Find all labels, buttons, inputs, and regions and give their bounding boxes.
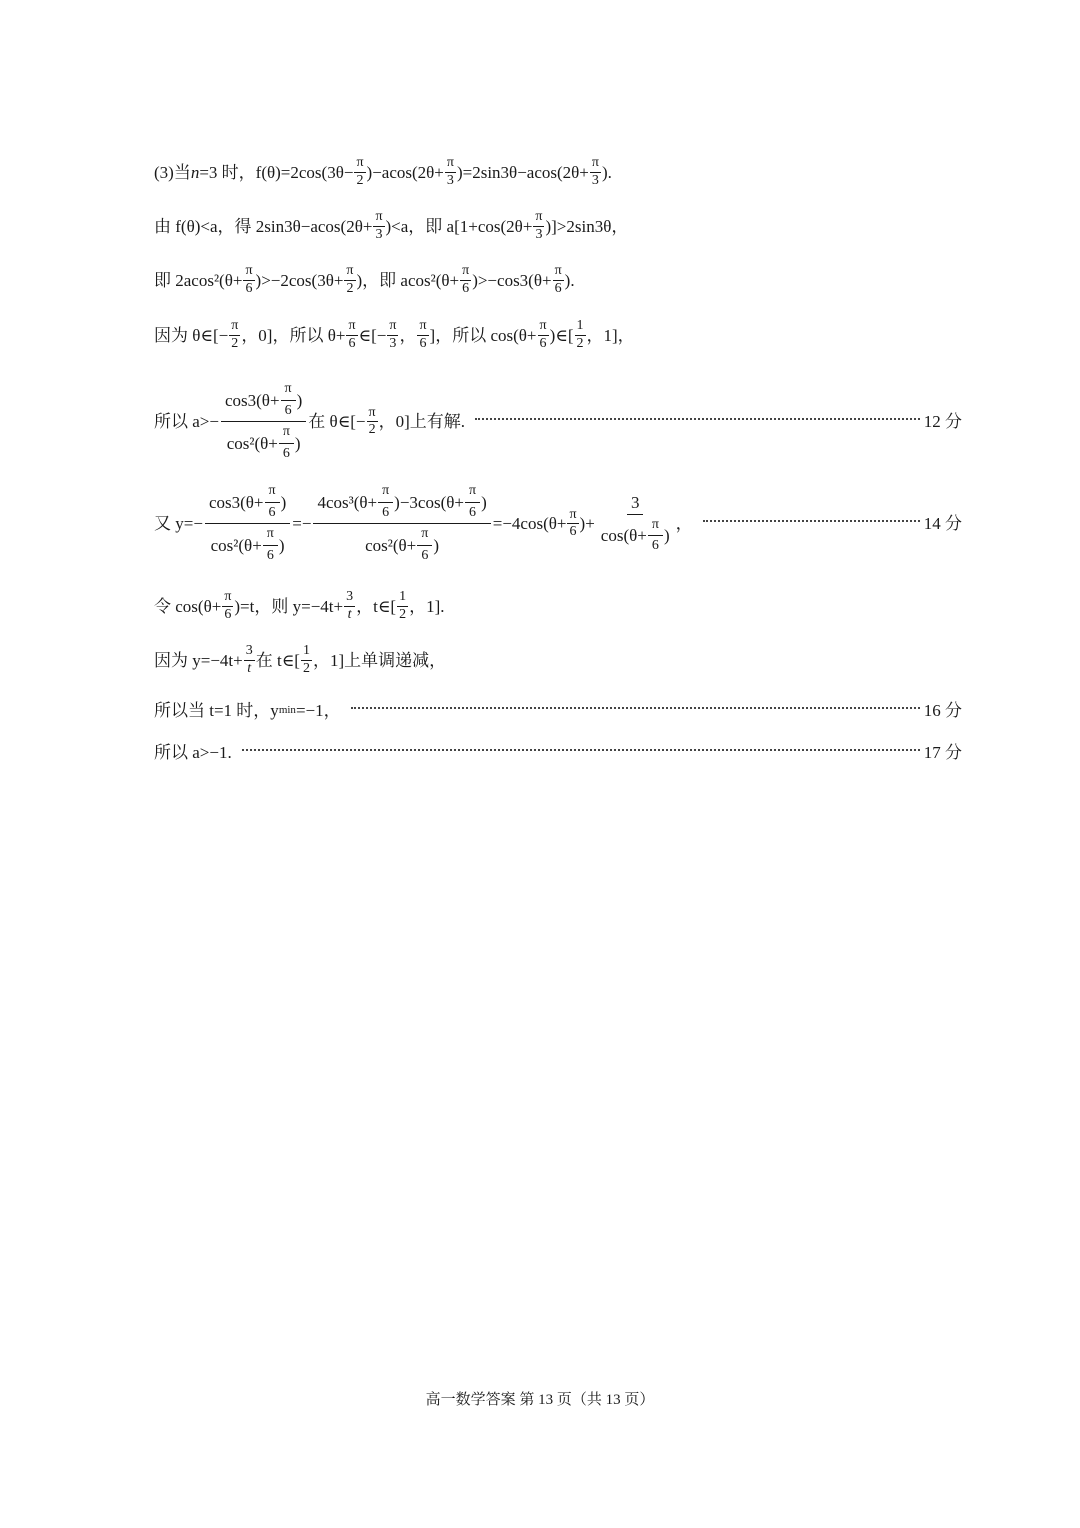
text: =−: [292, 514, 312, 534]
dot-leader: [703, 520, 920, 522]
text: )∈[: [549, 325, 574, 345]
text: 由 f(θ)<a，得 2sin3θ−acos(2θ+: [154, 216, 373, 236]
dot-leader: [242, 749, 920, 751]
text: ，t∈[: [356, 596, 397, 616]
fraction: 3 cos(θ+ $\frac{\pi}{6}$ ): [600, 492, 670, 554]
fraction: $\frac{\pi}{6}$: [569, 506, 577, 540]
fraction: $\frac{\pi}{6}$: [539, 318, 547, 351]
text: )+: [579, 514, 595, 534]
text: 因为 θ∈[−: [154, 325, 229, 345]
fraction: $\frac{\pi}{2}$: [368, 404, 376, 438]
text: 又 y=−: [154, 514, 203, 534]
text: )<a，即 a[1+cos(2θ+: [385, 216, 533, 236]
text: ).: [601, 162, 612, 182]
text: )]>2sin3θ，: [545, 216, 629, 236]
fraction: $\frac{\pi}{3}$: [446, 155, 454, 188]
dot-leader: [351, 707, 920, 709]
text: 因为 y=−4t+: [154, 650, 243, 670]
fraction: $\frac{\pi}{3}$: [389, 318, 397, 351]
fraction: $\frac{\pi}{6}$: [245, 263, 253, 296]
solution-line-2: [154, 210, 962, 242]
fraction: $\frac{\pi}{3}$: [375, 209, 383, 242]
solution-line-4: [154, 319, 962, 351]
fraction: $\frac{\pi}{6}$: [554, 263, 562, 296]
text: =3 时，: [199, 162, 256, 182]
fraction: $\frac{\pi}{6}$: [224, 589, 232, 622]
fraction: $\frac{\pi}{2}$: [231, 318, 239, 351]
text: =−4cos(θ+: [492, 514, 567, 534]
text: ∈[−: [358, 325, 387, 345]
text: (3)当: [154, 162, 191, 182]
fraction: $\frac{\pi}{6}$: [348, 318, 356, 351]
fraction: $\frac{\pi}{6}$: [462, 263, 470, 296]
score-label: 16 分: [923, 701, 962, 720]
fraction: 4cos³(θ+ $\frac{\pi}{6}$ )−3cos(θ+ $\frac{\pi}{6}$ ) cos²(θ+ $\frac{\pi}{6}$ ): [313, 484, 490, 564]
text: ).: [564, 270, 575, 290]
fraction: $\frac{\pi}{6}$: [419, 318, 427, 351]
text: )=t，则 y=−4t+: [234, 596, 344, 616]
text: 即 2acos²(θ+: [154, 270, 243, 290]
text: )，即 acos²(θ+: [356, 270, 460, 290]
text: ，1].: [409, 596, 445, 616]
text: ，: [399, 325, 417, 345]
fraction: $\frac{3}{t}$: [346, 589, 354, 622]
numerator-text: cos3(θ+: [224, 390, 280, 410]
fraction: $\frac{\pi}{2}$: [346, 263, 354, 296]
text: 所以 a>−: [154, 412, 219, 432]
text: f(θ)=2cos(3θ−: [255, 162, 354, 182]
text: ，1]，: [586, 325, 635, 345]
text: 所以 a>−1.: [154, 743, 232, 762]
fraction: $\frac{3}{t}$: [245, 643, 253, 676]
text: 所以当 t=1 时，y: [154, 701, 279, 720]
text: )−acos(2θ+: [366, 162, 444, 182]
solution-line-1: [154, 156, 962, 188]
text: ，0]，所以 θ+: [241, 325, 346, 345]
fraction: $\frac{\pi}{3}$: [591, 155, 599, 188]
text: 令 cos(θ+: [154, 596, 222, 616]
text: ]，所以 cos(θ+: [429, 325, 537, 345]
score-label: 17 分: [923, 743, 962, 762]
text: 在 θ∈[−: [308, 412, 366, 432]
solution-line-3: [154, 264, 962, 296]
fraction: cos3(θ+ $\frac{\pi}{6}$ ) cos²(θ+ $\frac{\pi}{6}$ ): [221, 382, 306, 462]
text: )=2sin3θ−acos(2θ+: [456, 162, 589, 182]
dot-leader: [475, 418, 920, 420]
var-n: n: [190, 162, 200, 182]
text: =−1，: [295, 701, 341, 720]
denominator-text: cos²(θ+: [226, 434, 278, 454]
solution-line-7: [154, 590, 962, 622]
fraction: cos3(θ+ $\frac{\pi}{6}$ ) cos²(θ+ $\frac{\pi}{6}$ ): [205, 484, 290, 564]
fraction: $\frac{1}{2}$: [399, 589, 407, 622]
text: 在 t∈[: [255, 650, 300, 670]
solution-line-10: [154, 744, 962, 761]
solution-line-9: [154, 702, 962, 719]
solution-line-5: [154, 382, 962, 462]
fraction: $\frac{\pi}{3}$: [535, 209, 543, 242]
text: ，: [675, 514, 693, 534]
fraction: $\frac{1}{2}$: [576, 318, 584, 351]
score-label: 12 分: [923, 412, 962, 432]
score-label: 14 分: [923, 514, 962, 534]
fraction: $\frac{\pi}{2}$: [356, 155, 364, 188]
page-footer: 高一数学答案 第 13 页（共 13 页）: [425, 1392, 655, 1408]
solution-line-6: [154, 484, 962, 564]
text: ，1]上单调递减，: [312, 650, 447, 670]
text: )>−cos3(θ+: [472, 270, 552, 290]
subscript: min: [278, 704, 296, 716]
text: )>−2cos(3θ+: [255, 270, 344, 290]
text: ，0]上有解.: [378, 412, 466, 432]
solution-line-8: [154, 644, 962, 676]
fraction: $\frac{1}{2}$: [302, 643, 310, 676]
